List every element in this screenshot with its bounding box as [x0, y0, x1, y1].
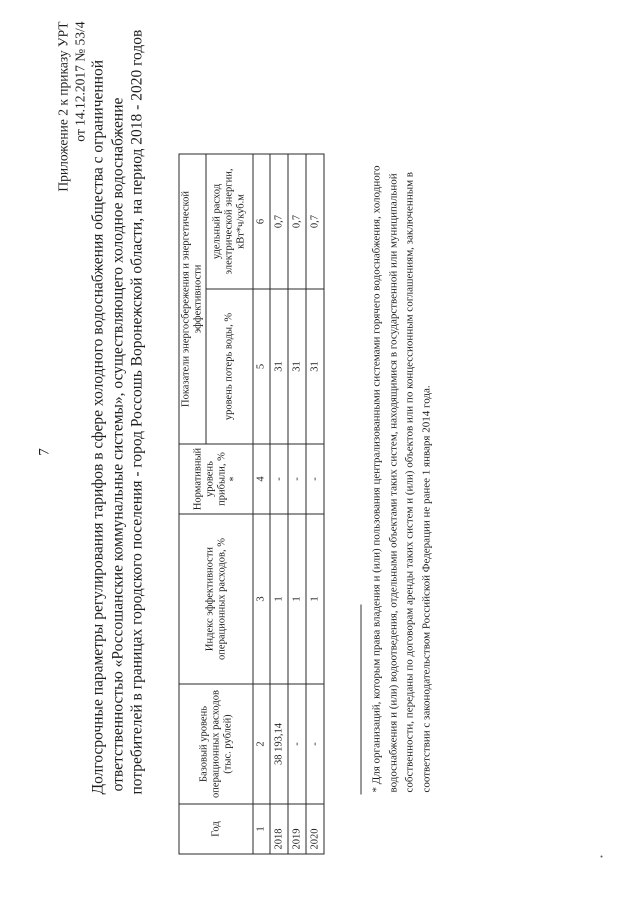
header-profit-level	[179, 444, 253, 514]
footnote-line: соответствии с законодательством Российской Федерации не ранее 1 января 2014 года.	[420, 385, 432, 793]
cell-year: 2020	[306, 804, 324, 854]
footnote	[369, 75, 435, 793]
cell-profit-level: -	[288, 444, 306, 514]
header-profit-text: Нормативный уровень прибыли, %	[192, 447, 227, 511]
scanned-page	[1, 0, 640, 905]
column-number: 1	[253, 804, 270, 854]
cell-profit-level: -	[306, 444, 324, 514]
header-profit-footnote-mark: *	[228, 476, 239, 482]
document-title	[89, 29, 148, 795]
appendix-reference	[55, 22, 89, 192]
cell-base-level: 38 193,14	[270, 684, 288, 804]
header-energy-group: Показатели энергосбережения и энергетической эффективности	[179, 154, 206, 444]
header-year: Год	[179, 804, 253, 854]
cell-profit-level: -	[270, 444, 288, 514]
appendix-line: Приложение 2 к приказу УРТ	[55, 21, 71, 192]
page-number: 7	[36, 448, 53, 456]
column-number: 3	[253, 514, 270, 684]
cell-efficiency-index: 1	[288, 514, 306, 684]
cell-electricity: 0,7	[306, 154, 324, 289]
cell-electricity: 0,7	[288, 154, 306, 289]
footnote-line: * Для организаций, которым права владения и (или) пользования централизованными системами горячего водоснабжения, холодного	[370, 165, 383, 793]
cell-efficiency-index: 1	[270, 514, 288, 684]
column-number-row	[253, 154, 270, 854]
cell-water-loss: 31	[306, 289, 324, 444]
scan-speck	[601, 856, 603, 858]
cell-year: 2018	[270, 804, 288, 854]
title-line: ответственностью «Россошанские коммунальные системы», осуществляющего холодное водоснабжение	[109, 97, 126, 792]
table-row	[270, 154, 288, 854]
header-base-level: Базовый уровень операционных расходов (тыс. рублей)	[179, 684, 253, 804]
footnote-line: собственности, переданы по договорам аренды таких систем и (или) объектов или по концессионным соглашениям, заключенным в	[403, 171, 416, 793]
header-electricity: удельный расход электрической энергии, кВт*ч/куб.м	[206, 154, 253, 289]
table-row	[306, 154, 324, 854]
cell-efficiency-index: 1	[306, 514, 324, 684]
footnote-line: водоснабжения и (или) водоотведения, отдельными объектами таких систем, находящимися в государственной или муниципальной	[387, 173, 399, 793]
title-line: потребителей в границах городского поселения - город Россошь Воронежской области, на период 2018 - 2020 годов	[128, 29, 146, 795]
cell-water-loss: 31	[288, 289, 306, 444]
column-number: 2	[253, 684, 270, 804]
title-line: Долгосрочные параметры регулирования тарифов в сфере холодного водоснабжения общества с ограниченной	[89, 59, 107, 795]
column-number: 5	[253, 289, 270, 444]
header-water-loss: уровень потерь воды, %	[206, 289, 253, 444]
footnote-divider	[361, 605, 362, 795]
cell-electricity: 0,7	[270, 154, 288, 289]
column-number: 4	[253, 444, 270, 514]
column-number: 6	[253, 154, 270, 289]
tariff-parameters-table	[179, 153, 325, 854]
appendix-order-date: от 14.12.2017 № 53/4	[72, 21, 88, 142]
cell-base-level: -	[306, 684, 324, 804]
cell-water-loss: 31	[270, 289, 288, 444]
cell-base-level: -	[288, 684, 306, 804]
cell-year: 2019	[288, 804, 306, 854]
table-row	[288, 154, 306, 854]
header-efficiency-index: Индекс эффективности операционных расходов, %	[179, 514, 253, 684]
